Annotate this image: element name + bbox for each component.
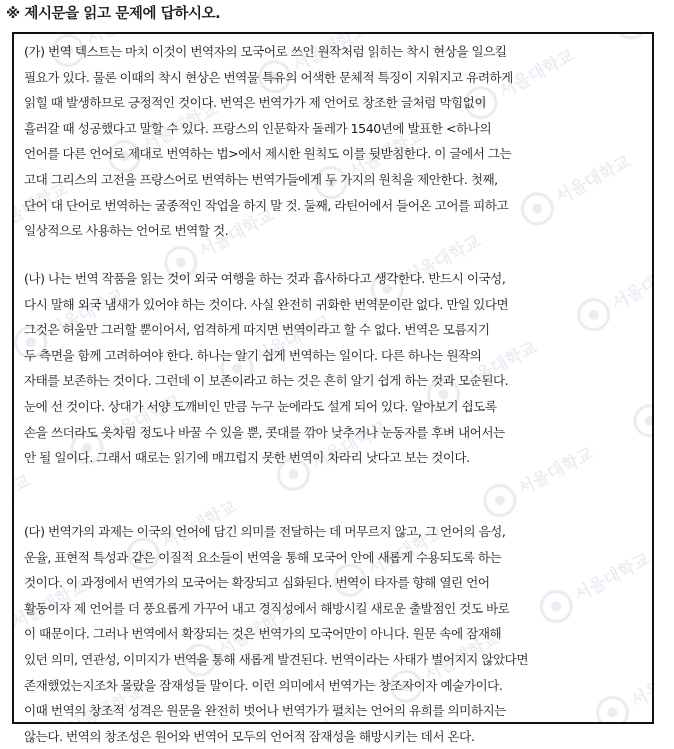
text-line: 일상적으로 사용하는 언어로 번역할 것.: [24, 223, 229, 239]
text-line: 눈에 선 것이다. 상대가 서양 도깨비인 만큼 누구 눈에라도 설게 되어 있다. 알아보기 쉽도록: [24, 398, 497, 414]
text-line: 않는다. 번역의 창조성은 원어와 번역어 모두의 언어적 잠재성을 해방시키는 데서 온다.: [24, 728, 475, 744]
text-line: 존재했었는지조차 몰랐을 잠재성들 말이다. 이런 의미에서 번역가는 창조자이자 예술가이다.: [24, 677, 503, 693]
text-line: 이때 번역의 창조적 성격은 원문을 완전히 벗어나 번역가가 펼치는 언어의 유희를 의미하지는: [24, 703, 506, 719]
text-line: (다) 번역가의 과제는 이국의 언어에 담긴 의미를 전달하는 데 머무르지 않고, 그 언어의 음성,: [24, 524, 506, 539]
text-line: (가) 번역 텍스트는 마치 이것이 번역자의 모국어로 쓰인 원작처럼 읽히는 착시 현상을 일으킬: [24, 44, 507, 59]
text-line: 이 때문이다. 그러나 번역에서 확장되는 것은 번역가의 모국어만이 아니다. 원문 속에 잠재해: [24, 626, 502, 642]
text-line: (나) 나는 번역 작품을 읽는 것이 외국 여행을 하는 것과 흡사하다고 생각한다. 반드시 이국성,: [24, 271, 506, 286]
text-line: 활동이자 제 언어를 더 풍요롭게 가꾸어 내고 경직성에서 해방시킬 새로운 출발점인 것도 바로: [24, 600, 510, 616]
text-line: 다시 말해 외국 냄새가 있어야 하는 것이다. 사실 완전히 귀화한 번역문이란 없다. 만일 있다면: [24, 296, 509, 312]
paragraph-ga: [24, 39, 644, 244]
text-line: 언어를 다른 언어로 제대로 번역하는 법>에서 제시한 원칙도 이를 뒷받침한다. 이 글에서 그는: [24, 146, 512, 162]
text-line: 읽힐 때 발생하므로 긍정적인 것이다. 번역은 번역가가 제 언어로 창조한 글처럼 막힘없이: [24, 95, 486, 111]
text-line: 두 측면을 함께 고려하여야 한다. 하나는 알기 쉽게 번역하는 일이다. 다른 하나는 원작의: [24, 347, 482, 363]
text-line: 필요가 있다. 물론 이때의 착시 현상은 번역물 특유의 어색한 문체적 특징이 지워지고 유려하게: [24, 69, 513, 85]
paragraph-na: [24, 266, 644, 471]
paragraph-da: [24, 519, 644, 749]
text-line: 있던 의미, 연관성, 이미지가 번역을 통해 새롭게 발견된다. 번역이라는 사태가 벌어지지 않았다면: [24, 651, 529, 667]
text-line: 자태를 보존하는 것이다. 그런데 이 보존이라고 하는 것은 흔히 알기 쉽게 하는 것과 모순된다.: [24, 373, 509, 389]
text-line: 안 될 일이다. 그래서 때로는 읽기에 매끄럽지 못한 번역이 차라리 낫다고 보는 것이다.: [24, 450, 470, 466]
text-line: 단어 대 단어로 번역하는 굴종적인 작업을 하지 말 것. 둘째, 라틴어에서 들어온 고어를 피하고: [24, 197, 509, 213]
text-line: 손을 쓰더라도 옷차림 정도나 바꿀 수 있을 뿐, 콧대를 깎아 낮추거나 눈동자를 후벼 내어서는: [24, 424, 505, 440]
text-line: 그것은 허울만 그러할 뿐이어서, 엄격하게 따지면 번역이라고 할 수 없다. 번역은 모름지기: [24, 322, 490, 338]
instruction-heading: ※ 제시문을 읽고 문제에 답하시오.: [6, 6, 221, 22]
text-line: 것이다. 이 과정에서 번역가의 모국어는 확장되고 심화된다. 번역이 타자를 향해 열린 언어: [24, 575, 490, 591]
text-line: 흘러갈 때 성공했다고 말할 수 있다. 프랑스의 인문학자 돌레가 1540년에 발표한 <하나의: [24, 120, 492, 136]
passage-box: [12, 32, 654, 744]
text-line: 운율, 표현적 특성과 같은 이질적 요소들이 번역을 통해 모국어 안에 새롭게 수용되도록 하는: [24, 549, 502, 565]
text-line: 고대 그리스의 고전을 프랑스어로 번역하는 번역가들에게 두 가지의 원칙을 제안한다. 첫째,: [24, 171, 498, 187]
